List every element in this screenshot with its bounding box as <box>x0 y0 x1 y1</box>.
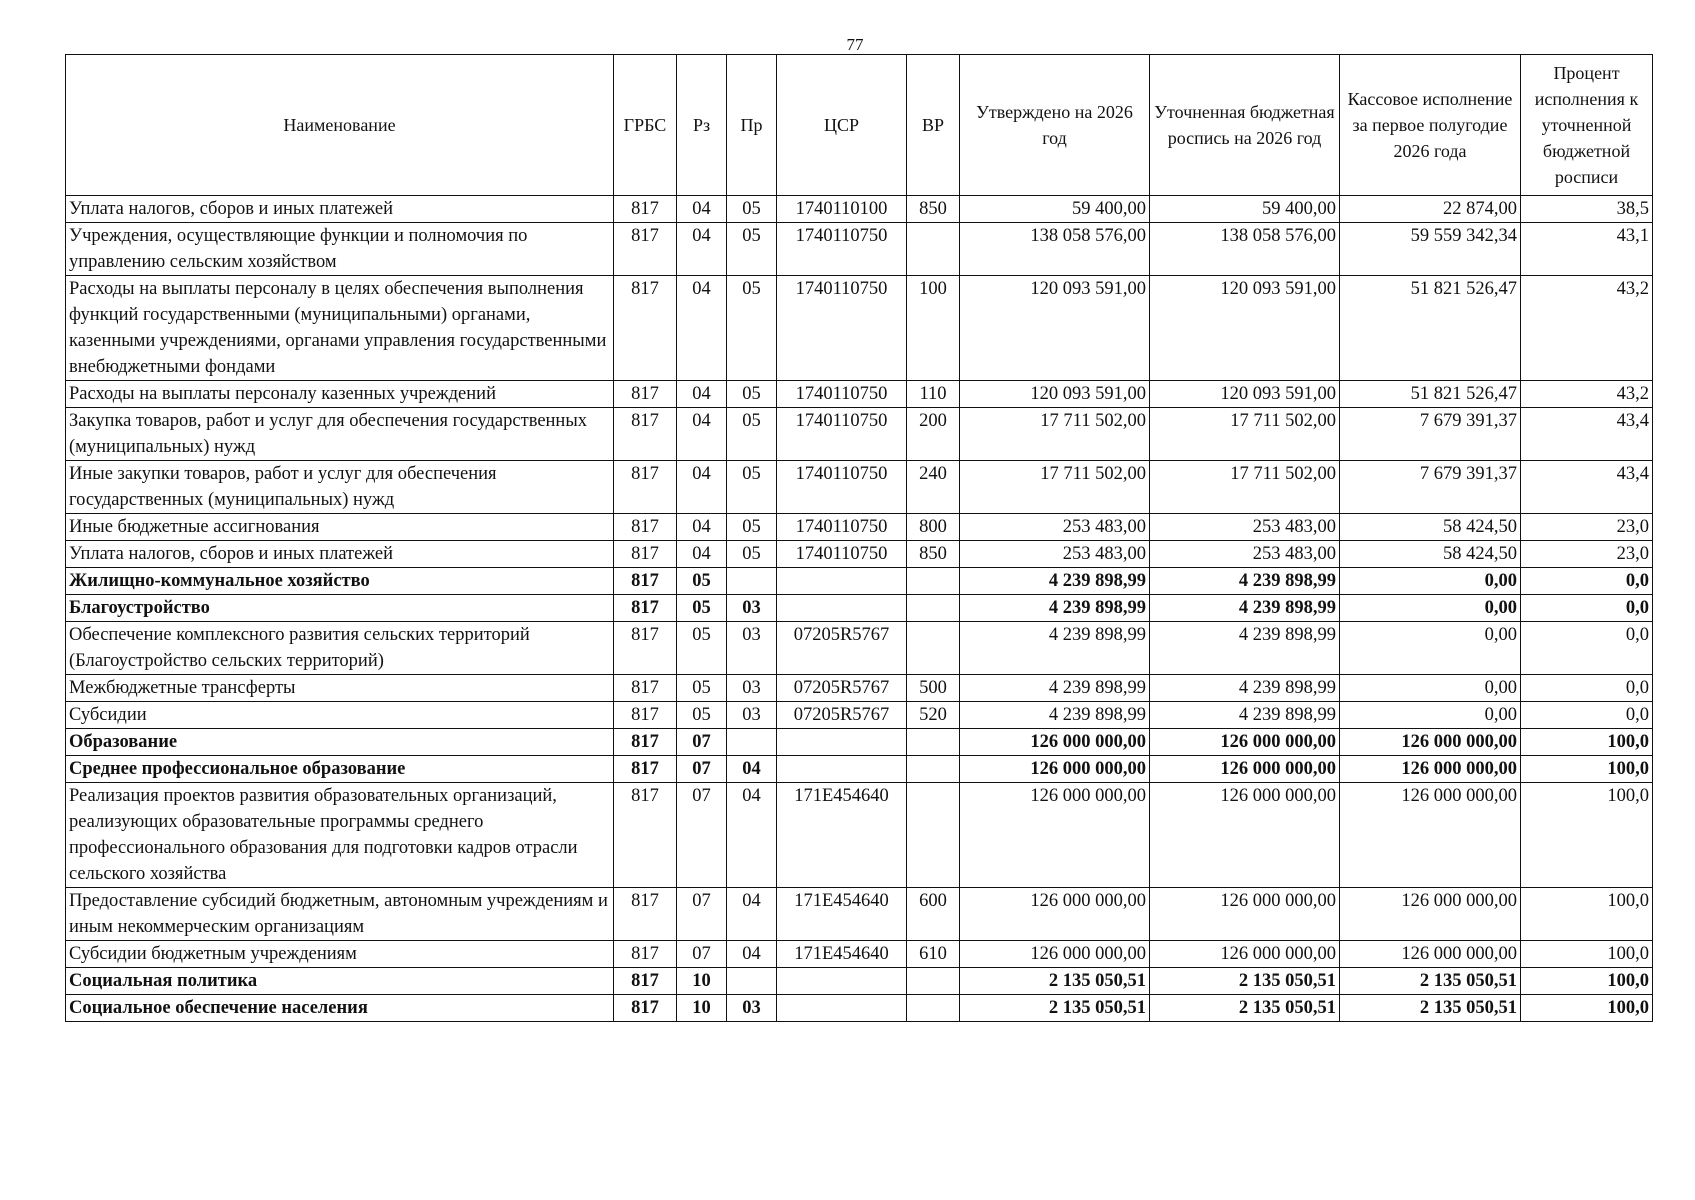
cell-name: Реализация проектов развития образовательных организаций, реализующих образовательные программы среднего профессионального образования для подготовки кадров отрасли сельского хозяйства <box>66 783 614 888</box>
table-row <box>66 995 1653 1022</box>
cell-approved: 126 000 000,00 <box>960 756 1150 783</box>
cell-executed: 7 679 391,37 <box>1340 408 1521 461</box>
cell-refined: 126 000 000,00 <box>1150 941 1340 968</box>
header-grbs: ГРБС <box>614 55 677 196</box>
table-row <box>66 196 1653 223</box>
cell-name: Уплата налогов, сборов и иных платежей <box>66 196 614 223</box>
cell-executed: 126 000 000,00 <box>1340 888 1521 941</box>
cell-csr: 171E454640 <box>777 888 907 941</box>
cell-name: Уплата налогов, сборов и иных платежей <box>66 541 614 568</box>
cell-executed: 0,00 <box>1340 568 1521 595</box>
cell-name: Образование <box>66 729 614 756</box>
cell-grbs: 817 <box>614 675 677 702</box>
cell-executed: 126 000 000,00 <box>1340 783 1521 888</box>
cell-grbs: 817 <box>614 514 677 541</box>
table-row <box>66 595 1653 622</box>
cell-csr: 1740110750 <box>777 541 907 568</box>
cell-name: Предоставление субсидий бюджетным, автономным учреждениям и иным некоммерческим организациям <box>66 888 614 941</box>
cell-vr <box>907 756 960 783</box>
cell-executed: 126 000 000,00 <box>1340 941 1521 968</box>
cell-refined: 2 135 050,51 <box>1150 968 1340 995</box>
table-row <box>66 276 1653 381</box>
cell-csr: 07205R5767 <box>777 702 907 729</box>
cell-vr <box>907 595 960 622</box>
table-row <box>66 461 1653 514</box>
cell-vr <box>907 968 960 995</box>
cell-grbs: 817 <box>614 568 677 595</box>
cell-csr: 07205R5767 <box>777 622 907 675</box>
cell-executed: 2 135 050,51 <box>1340 968 1521 995</box>
cell-rz: 07 <box>677 756 727 783</box>
header-percent: Процент исполнения к уточненной бюджетной росписи <box>1521 55 1653 196</box>
cell-refined: 59 400,00 <box>1150 196 1340 223</box>
cell-approved: 17 711 502,00 <box>960 461 1150 514</box>
cell-vr: 610 <box>907 941 960 968</box>
cell-vr <box>907 783 960 888</box>
cell-percent: 38,5 <box>1521 196 1653 223</box>
cell-approved: 59 400,00 <box>960 196 1150 223</box>
cell-pr <box>727 568 777 595</box>
cell-percent: 0,0 <box>1521 568 1653 595</box>
cell-executed: 58 424,50 <box>1340 514 1521 541</box>
cell-vr <box>907 568 960 595</box>
cell-refined: 126 000 000,00 <box>1150 756 1340 783</box>
cell-csr: 1740110750 <box>777 381 907 408</box>
cell-percent: 100,0 <box>1521 968 1653 995</box>
cell-grbs: 817 <box>614 223 677 276</box>
cell-refined: 253 483,00 <box>1150 514 1340 541</box>
cell-pr: 05 <box>727 276 777 381</box>
cell-pr: 03 <box>727 702 777 729</box>
cell-refined: 126 000 000,00 <box>1150 729 1340 756</box>
cell-grbs: 817 <box>614 595 677 622</box>
cell-percent: 100,0 <box>1521 756 1653 783</box>
table-row <box>66 729 1653 756</box>
cell-refined: 120 093 591,00 <box>1150 276 1340 381</box>
table-row <box>66 568 1653 595</box>
cell-percent: 100,0 <box>1521 783 1653 888</box>
cell-csr <box>777 568 907 595</box>
cell-rz: 10 <box>677 968 727 995</box>
cell-vr: 100 <box>907 276 960 381</box>
cell-approved: 4 239 898,99 <box>960 568 1150 595</box>
cell-csr: 1740110750 <box>777 461 907 514</box>
cell-refined: 138 058 576,00 <box>1150 223 1340 276</box>
cell-executed: 0,00 <box>1340 622 1521 675</box>
cell-grbs: 817 <box>614 729 677 756</box>
cell-vr: 600 <box>907 888 960 941</box>
cell-grbs: 817 <box>614 461 677 514</box>
header-name: Наименование <box>66 55 614 196</box>
cell-refined: 2 135 050,51 <box>1150 995 1340 1022</box>
cell-pr: 03 <box>727 622 777 675</box>
cell-name: Субсидии бюджетным учреждениям <box>66 941 614 968</box>
cell-csr: 1740110750 <box>777 223 907 276</box>
cell-name: Иные бюджетные ассигнования <box>66 514 614 541</box>
table-body <box>66 196 1653 1022</box>
cell-csr: 1740110750 <box>777 408 907 461</box>
cell-pr <box>727 968 777 995</box>
table-row <box>66 541 1653 568</box>
cell-csr: 1740110750 <box>777 276 907 381</box>
cell-rz: 07 <box>677 888 727 941</box>
cell-approved: 120 093 591,00 <box>960 381 1150 408</box>
cell-vr <box>907 622 960 675</box>
header-rz: Рз <box>677 55 727 196</box>
cell-name: Расходы на выплаты персоналу казенных учреждений <box>66 381 614 408</box>
cell-pr: 05 <box>727 196 777 223</box>
cell-executed: 51 821 526,47 <box>1340 276 1521 381</box>
cell-approved: 126 000 000,00 <box>960 941 1150 968</box>
cell-csr <box>777 756 907 783</box>
cell-grbs: 817 <box>614 622 677 675</box>
cell-pr: 04 <box>727 756 777 783</box>
cell-approved: 4 239 898,99 <box>960 595 1150 622</box>
cell-pr: 05 <box>727 541 777 568</box>
header-approved: Утверждено на 2026 год <box>960 55 1150 196</box>
cell-rz: 04 <box>677 514 727 541</box>
table-row <box>66 514 1653 541</box>
cell-pr <box>727 729 777 756</box>
cell-name: Иные закупки товаров, работ и услуг для обеспечения государственных (муниципальных) нужд <box>66 461 614 514</box>
cell-grbs: 817 <box>614 196 677 223</box>
cell-grbs: 817 <box>614 888 677 941</box>
cell-percent: 100,0 <box>1521 888 1653 941</box>
cell-percent: 0,0 <box>1521 675 1653 702</box>
table-row <box>66 702 1653 729</box>
cell-approved: 253 483,00 <box>960 514 1150 541</box>
cell-rz: 04 <box>677 223 727 276</box>
cell-grbs: 817 <box>614 941 677 968</box>
cell-percent: 100,0 <box>1521 941 1653 968</box>
cell-percent: 43,4 <box>1521 408 1653 461</box>
cell-csr <box>777 968 907 995</box>
cell-name: Учреждения, осуществляющие функции и полномочия по управлению сельским хозяйством <box>66 223 614 276</box>
cell-refined: 4 239 898,99 <box>1150 675 1340 702</box>
cell-csr: 1740110750 <box>777 514 907 541</box>
cell-vr <box>907 729 960 756</box>
cell-csr: 07205R5767 <box>777 675 907 702</box>
cell-executed: 0,00 <box>1340 675 1521 702</box>
table-row <box>66 675 1653 702</box>
cell-csr <box>777 729 907 756</box>
cell-percent: 100,0 <box>1521 995 1653 1022</box>
cell-rz: 04 <box>677 381 727 408</box>
cell-rz: 04 <box>677 541 727 568</box>
cell-refined: 17 711 502,00 <box>1150 408 1340 461</box>
cell-pr: 05 <box>727 223 777 276</box>
cell-rz: 10 <box>677 995 727 1022</box>
cell-pr: 04 <box>727 941 777 968</box>
cell-refined: 4 239 898,99 <box>1150 622 1340 675</box>
cell-executed: 58 424,50 <box>1340 541 1521 568</box>
cell-rz: 05 <box>677 595 727 622</box>
cell-name: Благоустройство <box>66 595 614 622</box>
cell-percent: 23,0 <box>1521 541 1653 568</box>
table-row <box>66 756 1653 783</box>
table-header <box>66 55 1653 196</box>
cell-approved: 120 093 591,00 <box>960 276 1150 381</box>
cell-name: Обеспечение комплексного развития сельских территорий (Благоустройство сельских территорий) <box>66 622 614 675</box>
cell-vr: 200 <box>907 408 960 461</box>
cell-pr: 05 <box>727 514 777 541</box>
cell-csr: 171E454640 <box>777 941 907 968</box>
cell-grbs: 817 <box>614 995 677 1022</box>
header-executed: Кассовое исполнение за первое полугодие 2026 года <box>1340 55 1521 196</box>
cell-vr: 520 <box>907 702 960 729</box>
cell-rz: 05 <box>677 622 727 675</box>
cell-approved: 4 239 898,99 <box>960 702 1150 729</box>
cell-executed: 22 874,00 <box>1340 196 1521 223</box>
cell-percent: 43,2 <box>1521 276 1653 381</box>
cell-rz: 05 <box>677 675 727 702</box>
cell-pr: 03 <box>727 595 777 622</box>
cell-vr <box>907 995 960 1022</box>
cell-approved: 253 483,00 <box>960 541 1150 568</box>
cell-vr: 800 <box>907 514 960 541</box>
cell-rz: 07 <box>677 729 727 756</box>
cell-rz: 04 <box>677 276 727 381</box>
cell-pr: 04 <box>727 888 777 941</box>
cell-executed: 59 559 342,34 <box>1340 223 1521 276</box>
cell-vr <box>907 223 960 276</box>
cell-approved: 126 000 000,00 <box>960 729 1150 756</box>
cell-refined: 126 000 000,00 <box>1150 783 1340 888</box>
cell-percent: 43,2 <box>1521 381 1653 408</box>
cell-name: Межбюджетные трансферты <box>66 675 614 702</box>
cell-pr: 04 <box>727 783 777 888</box>
page-number: 77 <box>846 35 864 54</box>
cell-csr <box>777 995 907 1022</box>
cell-pr: 05 <box>727 381 777 408</box>
cell-executed: 7 679 391,37 <box>1340 461 1521 514</box>
cell-percent: 43,1 <box>1521 223 1653 276</box>
cell-rz: 04 <box>677 196 727 223</box>
cell-percent: 0,0 <box>1521 702 1653 729</box>
cell-approved: 126 000 000,00 <box>960 783 1150 888</box>
cell-percent: 100,0 <box>1521 729 1653 756</box>
cell-executed: 0,00 <box>1340 702 1521 729</box>
cell-refined: 4 239 898,99 <box>1150 568 1340 595</box>
cell-vr: 850 <box>907 541 960 568</box>
table-row <box>66 941 1653 968</box>
cell-name: Субсидии <box>66 702 614 729</box>
cell-csr: 1740110100 <box>777 196 907 223</box>
cell-percent: 0,0 <box>1521 622 1653 675</box>
table-row <box>66 783 1653 888</box>
cell-refined: 4 239 898,99 <box>1150 595 1340 622</box>
cell-refined: 253 483,00 <box>1150 541 1340 568</box>
cell-percent: 23,0 <box>1521 514 1653 541</box>
cell-refined: 4 239 898,99 <box>1150 702 1340 729</box>
cell-pr: 03 <box>727 675 777 702</box>
cell-refined: 126 000 000,00 <box>1150 888 1340 941</box>
cell-vr: 850 <box>907 196 960 223</box>
cell-approved: 2 135 050,51 <box>960 995 1150 1022</box>
cell-rz: 05 <box>677 568 727 595</box>
cell-grbs: 817 <box>614 276 677 381</box>
table-row <box>66 381 1653 408</box>
header-refined: Уточненная бюджетная роспись на 2026 год <box>1150 55 1340 196</box>
cell-refined: 17 711 502,00 <box>1150 461 1340 514</box>
header-pr: Пр <box>727 55 777 196</box>
cell-grbs: 817 <box>614 408 677 461</box>
header-vr: ВР <box>907 55 960 196</box>
cell-rz: 07 <box>677 783 727 888</box>
cell-csr <box>777 595 907 622</box>
cell-pr: 05 <box>727 461 777 514</box>
cell-rz: 07 <box>677 941 727 968</box>
cell-name: Жилищно-коммунальное хозяйство <box>66 568 614 595</box>
cell-approved: 126 000 000,00 <box>960 888 1150 941</box>
cell-vr: 500 <box>907 675 960 702</box>
cell-pr: 03 <box>727 995 777 1022</box>
cell-executed: 0,00 <box>1340 595 1521 622</box>
cell-vr: 110 <box>907 381 960 408</box>
cell-rz: 05 <box>677 702 727 729</box>
cell-executed: 2 135 050,51 <box>1340 995 1521 1022</box>
cell-executed: 126 000 000,00 <box>1340 729 1521 756</box>
table-row <box>66 622 1653 675</box>
header-csr: ЦСР <box>777 55 907 196</box>
cell-grbs: 817 <box>614 541 677 568</box>
cell-rz: 04 <box>677 461 727 514</box>
cell-vr: 240 <box>907 461 960 514</box>
cell-grbs: 817 <box>614 381 677 408</box>
cell-grbs: 817 <box>614 702 677 729</box>
table-row <box>66 888 1653 941</box>
cell-percent: 0,0 <box>1521 595 1653 622</box>
cell-rz: 04 <box>677 408 727 461</box>
table-row <box>66 223 1653 276</box>
cell-refined: 120 093 591,00 <box>1150 381 1340 408</box>
cell-name: Расходы на выплаты персоналу в целях обеспечения выполнения функций государственными (муниципальными) органами, казенными учреждениями, органами управления государственными внебюджетными фондами <box>66 276 614 381</box>
cell-csr: 171E454640 <box>777 783 907 888</box>
table-row <box>66 408 1653 461</box>
cell-approved: 4 239 898,99 <box>960 675 1150 702</box>
cell-executed: 51 821 526,47 <box>1340 381 1521 408</box>
table-row <box>66 968 1653 995</box>
cell-name: Социальная политика <box>66 968 614 995</box>
cell-executed: 126 000 000,00 <box>1340 756 1521 783</box>
cell-grbs: 817 <box>614 756 677 783</box>
cell-name: Социальное обеспечение населения <box>66 995 614 1022</box>
cell-approved: 17 711 502,00 <box>960 408 1150 461</box>
cell-percent: 43,4 <box>1521 461 1653 514</box>
cell-grbs: 817 <box>614 783 677 888</box>
cell-approved: 2 135 050,51 <box>960 968 1150 995</box>
cell-name: Закупка товаров, работ и услуг для обеспечения государственных (муниципальных) нужд <box>66 408 614 461</box>
cell-approved: 138 058 576,00 <box>960 223 1150 276</box>
cell-name: Среднее профессиональное образование <box>66 756 614 783</box>
cell-grbs: 817 <box>614 968 677 995</box>
cell-approved: 4 239 898,99 <box>960 622 1150 675</box>
budget-execution-table <box>65 54 1653 1022</box>
cell-pr: 05 <box>727 408 777 461</box>
